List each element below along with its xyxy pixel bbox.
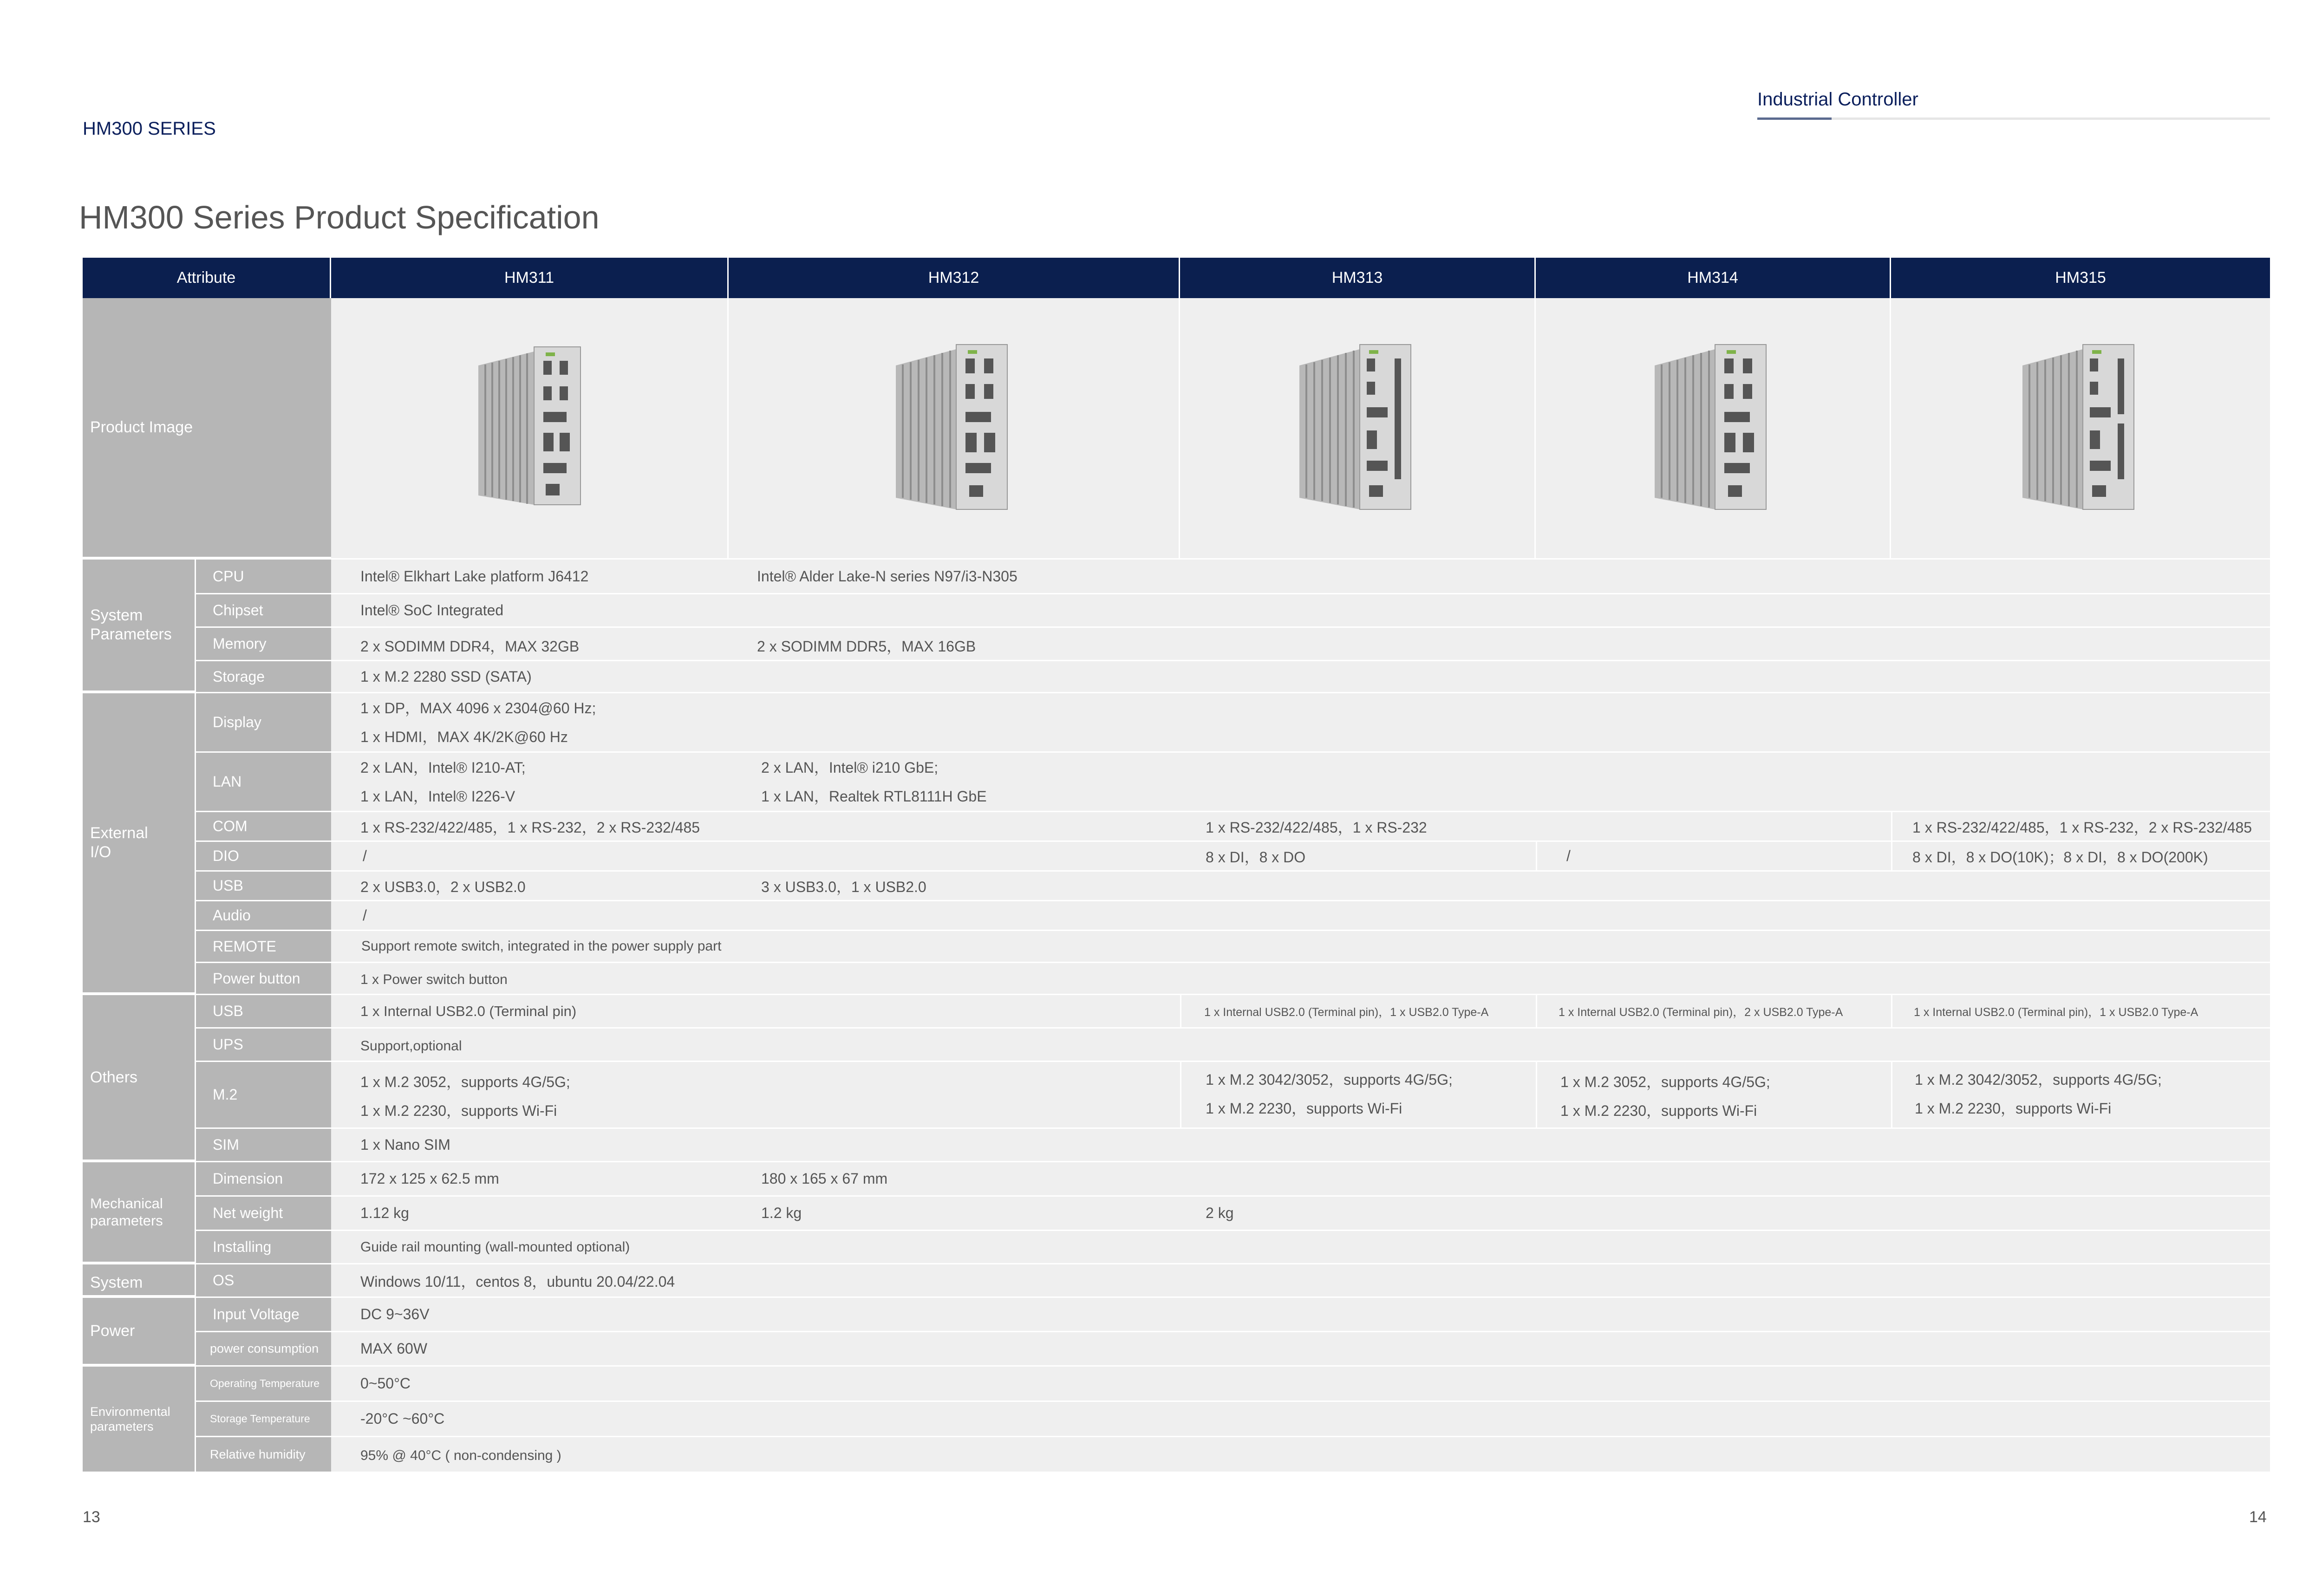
row-label-power-button: Power button	[195, 962, 331, 994]
row-power-button	[331, 962, 2270, 994]
usb-hm311: 2 x USB3.0，2 x USB2.0	[360, 878, 526, 895]
m2-hm315	[1915, 1061, 2162, 1127]
product-image-hm314	[1536, 298, 1891, 558]
row-label-memory: Memory	[195, 626, 331, 660]
row-label-cpu: CPU	[195, 558, 331, 593]
row-label-display: Display	[195, 692, 331, 751]
memory-hm312-315: 2 x SODIMM DDR5，MAX 16GB	[757, 638, 976, 655]
storage-value: 1 x M.2 2280 SSD (SATA)	[360, 668, 532, 685]
row-label-usb-others: USB	[195, 994, 331, 1027]
product-image-hm312	[729, 298, 1180, 558]
industrial-pc-image	[2013, 338, 2148, 519]
row-cpu	[331, 558, 2270, 593]
row-label-installing: Installing	[195, 1230, 331, 1263]
cell-divider	[1536, 840, 1537, 870]
dimension-hm312-315: 180 x 165 x 67 mm	[761, 1170, 888, 1187]
usb-others-hm314: 1 x Internal USB2.0 (Terminal pin)，2 x USB2.0 Type-A	[1559, 1005, 1843, 1019]
row-ups	[331, 1027, 2270, 1061]
industrial-pc-image	[1290, 338, 1425, 519]
page-number-left: 13	[83, 1508, 100, 1526]
cpu-hm312-315: Intel® Alder Lake-N series N97/i3-N305	[757, 567, 1018, 585]
net-weight-hm313-315: 2 kg	[1206, 1205, 1234, 1221]
lan-hm312-line-2: 1 x LAN，Realtek RTL8111H GbE	[761, 788, 987, 805]
row-label-os: OS	[195, 1263, 331, 1296]
lan-hm312-315	[761, 753, 987, 811]
cell-divider	[1180, 1061, 1181, 1127]
m2-hm314	[1560, 1063, 1770, 1129]
lan-hm311-line-2: 1 x LAN，Intel® I226-V	[360, 788, 515, 805]
cell-divider	[1891, 1061, 1892, 1127]
ups-value: Support,optional	[360, 1038, 462, 1054]
row-net-weight	[331, 1195, 2270, 1230]
table-header	[83, 258, 2270, 298]
usb-others-hm313: 1 x Internal USB2.0 (Terminal pin)，1 x USB2.0 Type-A	[1204, 1005, 1489, 1019]
net-weight-hm312: 1.2 kg	[761, 1205, 802, 1221]
cpu-hm311: Intel® Elkhart Lake platform J6412	[360, 567, 589, 585]
product-image-hm313	[1180, 298, 1536, 558]
row-label-net-weight: Net weight	[195, 1195, 331, 1230]
dio-hm313: 8 x DI，8 x DO	[1206, 848, 1306, 866]
cell-divider	[1536, 1061, 1537, 1127]
industrial-pc-image	[887, 338, 1021, 519]
header-model: HM313	[1180, 258, 1536, 298]
com-hm313-314: 1 x RS-232/422/485，1 x RS-232	[1206, 819, 1427, 836]
lan-hm312-line-1: 2 x LAN，Intel® i210 GbE;	[761, 759, 939, 776]
dio-hm315: 8 x DI，8 x DO(10K)；8 x DI，8 x DO(200K)	[1912, 848, 2208, 866]
product-image-hm315	[1891, 298, 2270, 558]
row-operating-temperature	[331, 1365, 2270, 1401]
group-system-parameters: System Parameters	[83, 558, 195, 692]
dio-hm311-312: /	[363, 847, 367, 864]
header-model: HM314	[1536, 258, 1891, 298]
section-divider	[1757, 117, 2270, 120]
header-model: HM311	[331, 258, 729, 298]
row-power-consumption	[331, 1331, 2270, 1365]
cell-divider	[1891, 811, 1892, 840]
header-attribute: Attribute	[83, 258, 331, 298]
row-label-com: COM	[195, 811, 331, 840]
m2-hm311-line-1: 1 x M.2 3052，supports 4G/5G;	[360, 1073, 570, 1090]
group-environmental: Environmental parameters	[83, 1365, 195, 1472]
lan-hm311	[360, 753, 526, 811]
row-label-power-consumption: power consumption	[195, 1331, 331, 1365]
row-usb	[331, 870, 2270, 900]
input-voltage-value: DC 9~36V	[360, 1306, 430, 1322]
row-label-remote: REMOTE	[195, 930, 331, 962]
cell-divider	[1180, 994, 1181, 1027]
row-label-chipset: Chipset	[195, 593, 331, 626]
dio-hm314: /	[1566, 847, 1571, 864]
net-weight-hm311: 1.12 kg	[360, 1205, 409, 1221]
lan-hm311-line-1: 2 x LAN，Intel® I210-AT;	[360, 759, 526, 776]
row-storage	[331, 660, 2270, 692]
display-line-2: 1 x HDMI，MAX 4K/2K@60 Hz	[360, 728, 568, 745]
industrial-pc-image	[1645, 338, 1780, 519]
display-line-1: 1 x DP，MAX 4096 x 2304@60 Hz;	[360, 699, 596, 717]
row-lan	[331, 751, 2270, 811]
row-label-m2: M.2	[195, 1061, 331, 1127]
row-label-audio: Audio	[195, 900, 331, 930]
row-label-storage: Storage	[195, 660, 331, 692]
group-system: System	[83, 1263, 195, 1296]
chipset-value: Intel® SoC Integrated	[360, 602, 504, 619]
usb-hm312-315: 3 x USB3.0，1 x USB2.0	[761, 878, 926, 895]
display-value	[360, 693, 596, 751]
m2-hm313-line-2: 1 x M.2 2230，supports Wi-Fi	[1206, 1100, 1402, 1117]
installing-value: Guide rail mounting (wall-mounted optional)	[360, 1239, 630, 1255]
audio-value: /	[363, 907, 367, 924]
m2-hm315-line-2: 1 x M.2 2230，supports Wi-Fi	[1915, 1100, 2112, 1117]
group-mechanical: Mechanical parameters	[83, 1161, 195, 1263]
m2-hm313	[1206, 1061, 1453, 1127]
row-label-dimension: Dimension	[195, 1161, 331, 1195]
row-storage-temperature	[331, 1401, 2270, 1436]
product-image-label: Product Image	[83, 298, 331, 558]
header-model: HM315	[2055, 269, 2106, 287]
power-button-value: 1 x Power switch button	[360, 972, 508, 987]
memory-hm311: 2 x SODIMM DDR4，MAX 32GB	[360, 638, 580, 655]
row-label-operating-temperature: Operating Temperature	[195, 1365, 331, 1401]
cell-divider	[1536, 994, 1537, 1027]
row-audio	[331, 900, 2270, 930]
m2-hm311-line-2: 1 x M.2 2230，supports Wi-Fi	[360, 1102, 557, 1119]
row-label-storage-temperature: Storage Temperature	[195, 1401, 331, 1436]
row-label-usb: USB	[195, 870, 331, 900]
sim-value: 1 x Nano SIM	[360, 1136, 450, 1153]
row-dimension	[331, 1161, 2270, 1195]
m2-hm311-312	[360, 1063, 570, 1129]
row-memory	[331, 626, 2270, 660]
row-label-sim: SIM	[195, 1127, 331, 1161]
m2-hm314-line-2: 1 x M.2 2230，supports Wi-Fi	[1560, 1102, 1757, 1119]
com-hm311-312: 1 x RS-232/422/485，1 x RS-232，2 x RS-232/485	[360, 819, 700, 836]
cell-divider	[1891, 994, 1892, 1027]
dimension-hm311: 172 x 125 x 62.5 mm	[360, 1170, 499, 1187]
section-tag: Industrial Controller	[1757, 89, 1918, 110]
relative-humidity-value: 95% @ 40°C ( non-condensing )	[360, 1448, 561, 1463]
m2-hm313-line-1: 1 x M.2 3042/3052，supports 4G/5G;	[1206, 1071, 1453, 1088]
com-hm315: 1 x RS-232/422/485，1 x RS-232，2 x RS-232/485	[1912, 819, 2252, 836]
operating-temperature-value: 0~50°C	[360, 1375, 411, 1392]
remote-value: Support remote switch, integrated in the power supply part	[361, 938, 722, 954]
usb-others-hm315: 1 x Internal USB2.0 (Terminal pin)，1 x USB2.0 Type-A	[1914, 1005, 2198, 1019]
row-display	[331, 692, 2270, 751]
industrial-pc-image	[469, 342, 590, 514]
row-chipset	[331, 593, 2270, 626]
page-number-right: 14	[2249, 1508, 2267, 1526]
page-title: HM300 Series Product Specification	[79, 199, 600, 235]
cell-divider	[1891, 840, 1892, 870]
row-label-ups: UPS	[195, 1027, 331, 1061]
os-value: Windows 10/11，centos 8，ubuntu 20.04/22.04	[360, 1273, 675, 1290]
group-others: Others	[83, 994, 195, 1161]
row-relative-humidity	[331, 1436, 2270, 1472]
section-divider-accent	[1757, 117, 1832, 120]
m2-hm315-line-1: 1 x M.2 3042/3052，supports 4G/5G;	[1915, 1071, 2162, 1088]
row-sim	[331, 1127, 2270, 1161]
product-image-hm311	[331, 298, 729, 558]
group-power: Power	[83, 1296, 195, 1365]
power-consumption-value: MAX 60W	[360, 1340, 428, 1357]
header-model: HM312	[729, 258, 1180, 298]
usb-others-hm311-312: 1 x Internal USB2.0 (Terminal pin)	[360, 1003, 577, 1019]
row-label-relative-humidity: Relative humidity	[195, 1436, 331, 1472]
storage-temperature-value: -20°C ~60°C	[360, 1410, 445, 1427]
group-external-io: External I/O	[83, 692, 195, 994]
series-label: HM300 SERIES	[83, 118, 216, 139]
row-label-lan: LAN	[195, 751, 331, 811]
row-label-input-voltage: Input Voltage	[195, 1296, 331, 1331]
m2-hm314-line-1: 1 x M.2 3052，supports 4G/5G;	[1560, 1073, 1770, 1090]
row-label-dio: DIO	[195, 840, 331, 870]
row-input-voltage	[331, 1296, 2270, 1331]
